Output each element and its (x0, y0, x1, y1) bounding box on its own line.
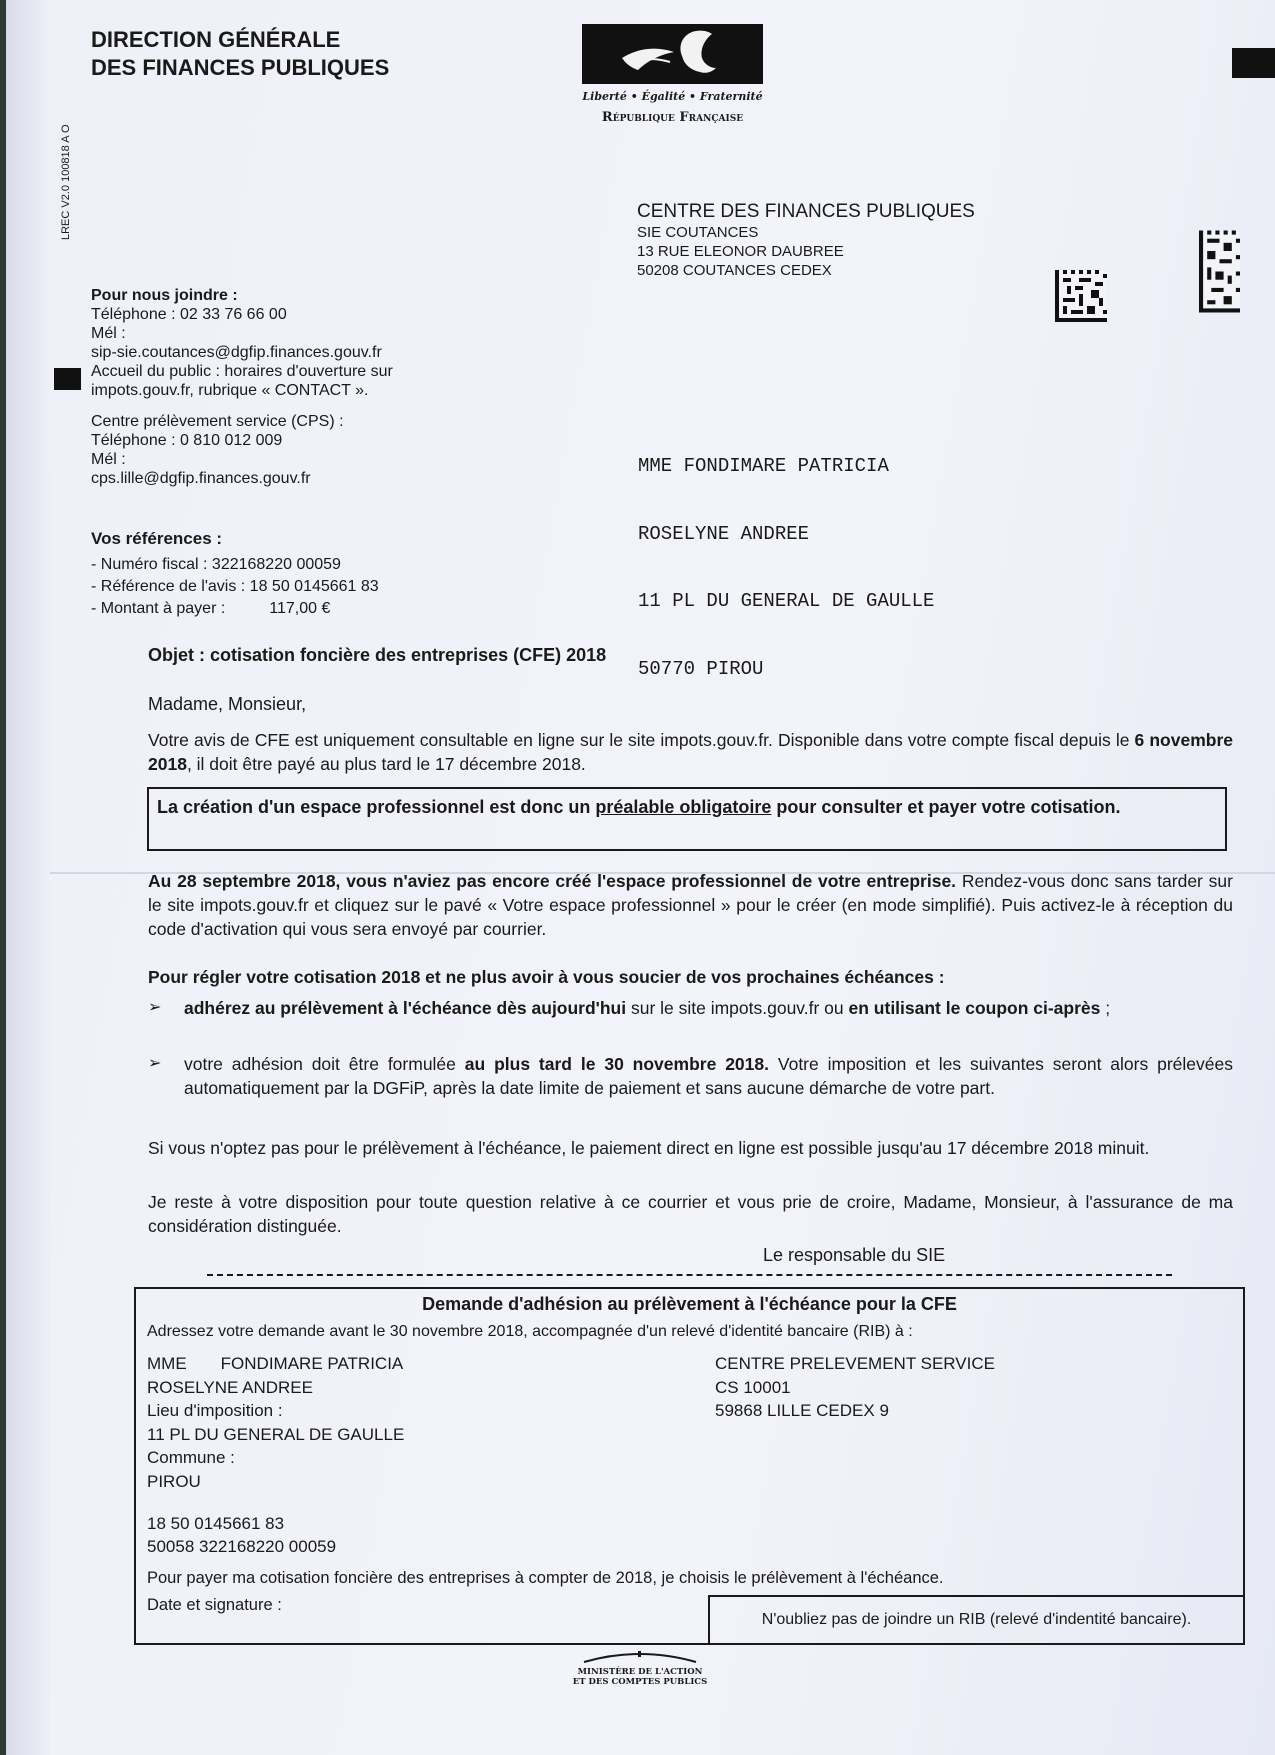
form-name-title: MME (147, 1354, 187, 1373)
datamatrix-code-2 (1199, 230, 1240, 313)
form-cps-cs: CS 10001 (715, 1377, 791, 1397)
paragraph-3: Pour régler votre cotisation 2018 et ne plus avoir à vous soucier de vos prochaines échéances : (148, 967, 945, 987)
contact-block (91, 286, 471, 488)
form-taxpayer (147, 1352, 404, 1493)
fiscal-number: - Numéro fiscal : 322168220 00059 (91, 556, 341, 573)
sender-city: 50208 COUTANCES CEDEX (637, 262, 832, 279)
recipient-address (638, 410, 934, 725)
form-choice: Pour payer ma cotisation foncière des entreprises à compter de 2018, je choisis le prélèvement à l'échéance. (147, 1569, 944, 1587)
date-signature-field[interactable]: Date et signature : (147, 1596, 282, 1614)
datamatrix-code (1055, 270, 1107, 322)
form-cps-name: CENTRE PRELEVEMENT SERVICE (715, 1354, 995, 1373)
arrow-bullet-icon: ➢ (148, 1055, 162, 1072)
bullet-1: ➢ adhérez au prélèvement à l'échéance dès aujourd'hui sur le site impots.gouv.fr ou en utilisant le coupon ci-après ; (148, 998, 1111, 1018)
avis-reference: - Référence de l'avis : 18 50 0145661 83 (91, 578, 379, 595)
side-code: LREC V2.0 100818 A O (60, 124, 72, 240)
mandatory-emphasis: préalable obligatoire (595, 797, 772, 817)
recipient-line: ROSELYNE ANDREE (638, 522, 810, 545)
form-commune-label: Commune : (147, 1448, 235, 1467)
contact-mail: sip-sie.coutances@dgfip.finances.gouv.fr (91, 344, 382, 361)
marianne-logo (582, 24, 763, 84)
references-block (91, 528, 379, 620)
cps-mail-label: Mél : (91, 451, 126, 468)
form-lieu-label: Lieu d'imposition : (147, 1401, 283, 1420)
arrow-bullet-icon: ➢ (148, 999, 162, 1016)
sender-street: 13 RUE ELEONOR DAUBREE (637, 243, 844, 260)
ministry-logo: MINISTÈRE DE L'ACTION ET DES COMPTES PUBLICS (565, 1650, 715, 1687)
recipient-line: MME FONDIMARE PATRICIA (638, 455, 889, 477)
amount-line (91, 598, 379, 620)
amount-value: 117,00 € (269, 600, 331, 617)
rib-reminder: N'oubliez pas de joindre un RIB (relevé d'indentité bancaire). (708, 1595, 1245, 1645)
cps-phone: Téléphone : 0 810 012 009 (91, 432, 283, 449)
republic-name: République Française (601, 110, 744, 125)
ministry-arc-icon (580, 1650, 700, 1664)
amount-label: - Montant à payer : (91, 600, 226, 617)
contact-hours-1: Accueil du public : horaires d'ouverture sur (91, 363, 393, 380)
sender-name: CENTRE DES FINANCES PUBLIQUES (637, 201, 975, 222)
scan-marker (1232, 48, 1275, 78)
mandatory-notice-box: La création d'un espace professionnel est donc un préalable obligatoire pour consulter et payer votre cotisation. (147, 787, 1227, 851)
contact-mail-label: Mél : (91, 325, 126, 342)
references-heading: Vos références : (91, 529, 223, 548)
contact-hours-2: impots.gouv.fr, rubrique « CONTACT ». (91, 382, 369, 399)
form-name-2: ROSELYNE ANDREE (147, 1377, 313, 1397)
scan-shadow (6, 0, 50, 1755)
cut-line (207, 1274, 1172, 1276)
greeting: Madame, Monsieur, (148, 694, 307, 714)
contact-phone: Téléphone : 02 33 76 66 00 (91, 306, 287, 323)
cps-mail: cps.lille@dgfip.finances.gouv.fr (91, 470, 311, 487)
dgfip-heading: DIRECTION GÉNÉRALE DES FINANCES PUBLIQUES (91, 27, 390, 80)
form-subtitle: Adressez votre demande avant le 30 novembre 2018, accompagnée d'un relevé d'identité bancaire (RIB) à : (147, 1323, 913, 1340)
recipient-line: 50770 PIROU (638, 657, 764, 680)
sender-service: SIE COUTANCES (637, 224, 759, 241)
paragraph-4: Si vous n'optez pas pour le prélèvement à l'échéance, le paiement direct en ligne est possible jusqu'au 17 décembre 2018 minuit. (148, 1138, 1150, 1158)
form-ref-2: 50058 322168220 00059 (147, 1537, 337, 1556)
cps-heading: Centre prélèvement service (CPS) : (91, 413, 344, 430)
bullet-2: ➢ votre adhésion doit être formulée au plus tard le 30 novembre 2018. Votre imposition et les suivantes seront alors prélevées automatiquement par la DGFiP, après la date limite de paiement et sans aucune démarche de votre part. (148, 1054, 1233, 1098)
paragraph-2: Au 28 septembre 2018, vous n'aviez pas encore créé l'espace professionnel de votre entreprise. Rendez-vous donc sans tarder sur le site impots.gouv.fr et cliquez sur le pavé « Votre espace professionnel » pour le créer (en mode simplifié). Puis activez-le à réception du code d'activation qui vous sera envoyé par courrier. (148, 871, 1233, 939)
form-name: FONDIMARE PATRICIA (220, 1354, 404, 1373)
form-cps-address (715, 1352, 995, 1423)
contact-heading: Pour nous joindre : (91, 287, 238, 304)
paragraph-1: Votre avis de CFE est uniquement consultable en ligne sur le site impots.gouv.fr. Disponible dans votre compte fiscal depuis le 6 novembre 2018, il doit être payé au plus tard le 17 décembre 2018. (148, 730, 1233, 774)
signature-line: Le responsable du SIE (763, 1245, 946, 1265)
form-ref-1: 18 50 0145661 83 (147, 1514, 285, 1533)
form-title: Demande d'adhésion au prélèvement à l'échéance pour la CFE (422, 1294, 957, 1314)
motto: Liberté • Égalité • Fraternité (582, 90, 763, 103)
marianne-icon (582, 24, 763, 84)
sender-address (637, 201, 975, 280)
letter-subject: Objet : cotisation foncière des entreprises (CFE) 2018 (148, 645, 607, 665)
paragraph-5: Je reste à votre disposition pour toute question relative à ce courrier et vous prie de croire, Madame, Monsieur, à l'assurance de ma considération distinguée. (148, 1192, 1233, 1236)
form-references (147, 1512, 336, 1558)
form-lieu: 11 PL DU GENERAL DE GAULLE (147, 1424, 405, 1444)
form-cps-city: 59868 LILLE CEDEX 9 (715, 1401, 889, 1420)
recipient-line: 11 PL DU GENERAL DE GAULLE (638, 590, 935, 612)
form-commune: PIROU (147, 1471, 201, 1491)
scan-marker-left (54, 368, 81, 390)
